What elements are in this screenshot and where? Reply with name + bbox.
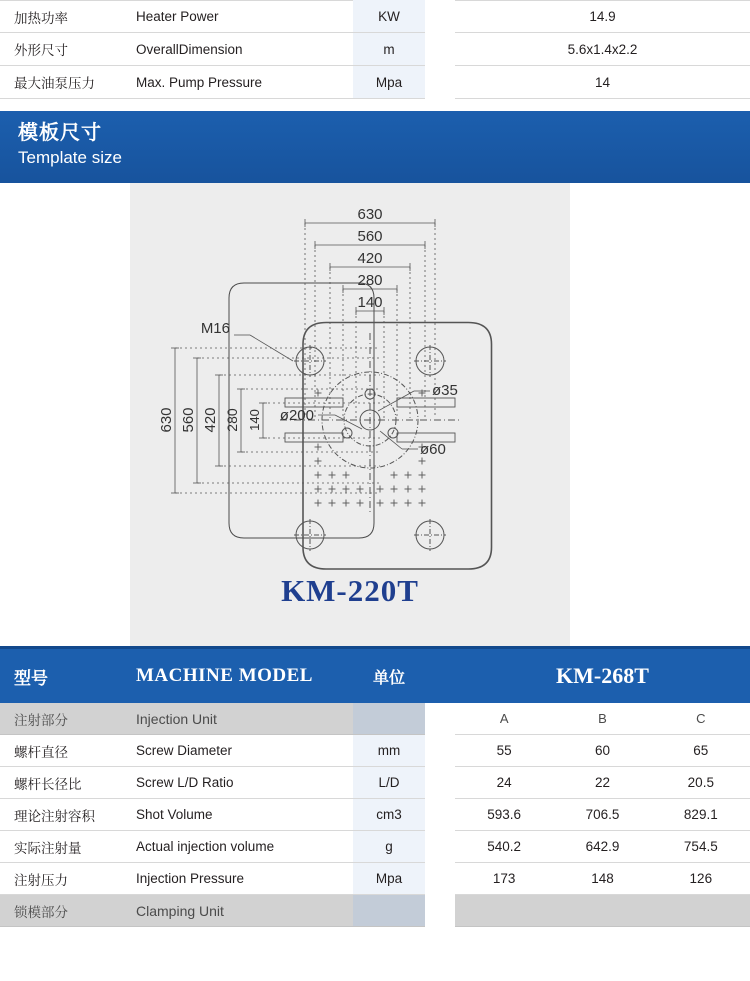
model-header-value: KM-268T xyxy=(556,663,649,688)
column-header-b: B xyxy=(598,711,607,726)
top-spec-table xyxy=(0,0,750,99)
value-b: 60 xyxy=(594,743,610,758)
value-a: 55 xyxy=(496,743,512,758)
spacer xyxy=(425,863,455,895)
table-row xyxy=(0,831,750,863)
value-c: 65 xyxy=(693,743,709,758)
spec-values xyxy=(455,799,750,831)
spec-unit: L/D xyxy=(353,767,425,799)
group-name-cn: 锁模部分 xyxy=(0,895,128,927)
value-a: 24 xyxy=(496,775,512,790)
section-title-cn: 模板尺寸 xyxy=(18,122,102,144)
value-a: 593.6 xyxy=(487,807,522,822)
spec-value: 5.6x1.4x2.2 xyxy=(455,33,750,66)
spec-name-cn: 螺杆长径比 xyxy=(0,767,128,799)
spacer xyxy=(425,703,455,735)
label-dia-200: ø200 xyxy=(279,407,314,424)
table-row xyxy=(0,66,750,99)
spacer xyxy=(425,735,455,767)
dim-top-560: 560 xyxy=(357,228,383,245)
group-name-en: Injection Unit xyxy=(128,703,353,735)
spec-name-cn: 实际注射量 xyxy=(0,831,128,863)
spec-value: 14.9 xyxy=(455,0,750,33)
spec-name-en: Actual injection volume xyxy=(128,831,353,863)
label-dia-35: ø35 xyxy=(432,382,458,399)
dim-top-280: 280 xyxy=(357,272,383,289)
lower-spec-table xyxy=(0,703,750,927)
spacer xyxy=(425,799,455,831)
label-dia-60: ø60 xyxy=(420,441,446,458)
template-size-drawing xyxy=(0,183,750,646)
table-row xyxy=(0,799,750,831)
spec-name-en: Heater Power xyxy=(128,0,353,33)
machine-model-header xyxy=(0,646,750,703)
column-headers-abc xyxy=(455,703,750,735)
value-c: 126 xyxy=(689,871,713,886)
spec-name-en: Max. Pump Pressure xyxy=(128,66,353,99)
dim-left-280: 280 xyxy=(224,408,240,432)
value-a: 173 xyxy=(492,871,516,886)
spec-name-en: OverallDimension xyxy=(128,33,353,66)
spec-name-en: Shot Volume xyxy=(128,799,353,831)
spec-unit: Mpa xyxy=(353,863,425,895)
platen-technical-drawing xyxy=(130,183,570,583)
spacer xyxy=(425,66,455,99)
model-header-en: MACHINE MODEL xyxy=(136,665,313,686)
section-header-template-size xyxy=(0,111,750,183)
group-name-cn: 注射部分 xyxy=(0,703,128,735)
group-values xyxy=(455,895,750,927)
spec-unit: m xyxy=(353,33,425,66)
value-c: 754.5 xyxy=(683,839,718,854)
dim-left-140: 140 xyxy=(247,409,262,431)
spec-unit: mm xyxy=(353,735,425,767)
spec-value: 14 xyxy=(455,66,750,99)
dim-top-140: 140 xyxy=(357,294,383,311)
dim-left-420: 420 xyxy=(202,407,219,433)
table-group-row-injection xyxy=(0,703,750,735)
table-row xyxy=(0,863,750,895)
spec-name-en: Injection Pressure xyxy=(128,863,353,895)
value-b: 148 xyxy=(591,871,614,886)
dim-top-420: 420 xyxy=(357,250,383,267)
table-row xyxy=(0,33,750,66)
spacer xyxy=(425,0,455,33)
table-row xyxy=(0,767,750,799)
column-header-a: A xyxy=(499,711,509,726)
value-b: 706.5 xyxy=(585,807,620,822)
spacer xyxy=(425,33,455,66)
spacer xyxy=(425,831,455,863)
spec-unit: Mpa xyxy=(353,66,425,99)
dim-top-630: 630 xyxy=(357,206,383,223)
spec-name-cn: 外形尺寸 xyxy=(0,33,128,66)
spec-unit: g xyxy=(353,831,425,863)
dim-left-560: 560 xyxy=(180,407,197,433)
model-header-unit: 单位 xyxy=(372,669,405,687)
column-header-c: C xyxy=(696,711,706,726)
dim-left-630: 630 xyxy=(158,407,175,433)
spec-name-en: Screw L/D Ratio xyxy=(128,767,353,799)
spacer xyxy=(425,895,455,927)
spec-values xyxy=(455,767,750,799)
spec-name-cn: 最大油泵压力 xyxy=(0,66,128,99)
spacer xyxy=(425,767,455,799)
label-m16: M16 xyxy=(200,320,230,337)
spec-values xyxy=(455,863,750,895)
value-b: 22 xyxy=(594,775,610,790)
spec-name-cn: 注射压力 xyxy=(0,863,128,895)
group-unit xyxy=(353,703,425,735)
table-row xyxy=(0,735,750,767)
section-title-en: Template size xyxy=(18,148,122,167)
spec-values xyxy=(455,735,750,767)
spec-unit: KW xyxy=(353,0,425,33)
group-unit xyxy=(353,895,425,927)
table-group-row-clamping xyxy=(0,895,750,927)
model-header-cn: 型号 xyxy=(14,668,48,688)
spec-name-en: Screw Diameter xyxy=(128,735,353,767)
value-b: 642.9 xyxy=(585,839,620,854)
spec-name-cn: 螺杆直径 xyxy=(0,735,128,767)
group-name-en: Clamping Unit xyxy=(128,895,353,927)
spec-name-cn: 理论注射容积 xyxy=(0,799,128,831)
table-row xyxy=(0,0,750,33)
spec-name-cn: 加热功率 xyxy=(0,0,128,33)
value-c: 829.1 xyxy=(683,807,718,822)
spec-unit: cm3 xyxy=(353,799,425,831)
value-a: 540.2 xyxy=(487,839,522,854)
value-c: 20.5 xyxy=(687,775,714,790)
spacer xyxy=(425,649,455,703)
drawing-model-label: KM-220T xyxy=(281,573,419,608)
spec-values xyxy=(455,831,750,863)
